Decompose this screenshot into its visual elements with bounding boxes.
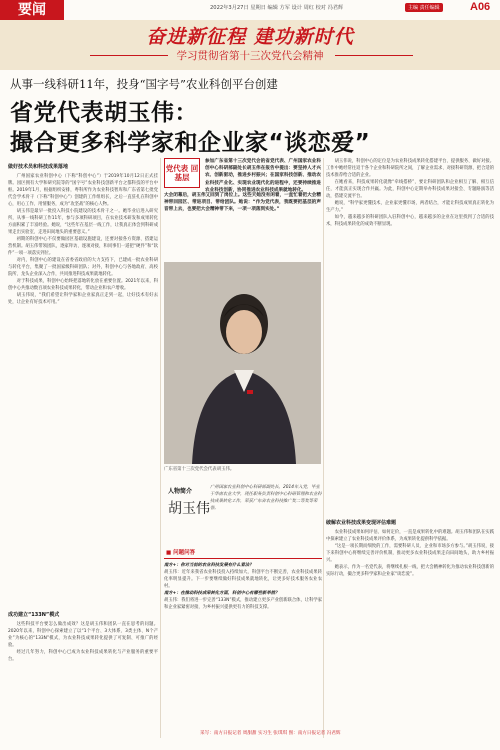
paragraph: 对于科技成果，科创中心始终把落地转化放在重要位置。2021年以来，科创中心共推动数百项农业科技成果转化，带动企业和农户增收。	[8, 279, 158, 291]
banner-slogan: 奋进新征程 建功新时代	[146, 26, 354, 48]
section-tag: 要闻	[0, 0, 64, 20]
page-code: A06	[470, 1, 491, 13]
column-right	[326, 158, 494, 228]
qa-rule	[164, 558, 322, 559]
portrait-photo	[164, 262, 321, 464]
headline-line2: 撮合更多科学家和企业家“谈恋爱”	[10, 130, 371, 156]
qa-answer: 胡玉伟：近年来我省农业科技投入持续加大，科创平台不断完善，农业科技成果转化率明显提升。下一步要继续做好科技成果就地转化，让更多好技术服务农业农村。	[164, 570, 322, 589]
paragraph: 对内，科创中心的建设在省委省政府的大力支持下，已建成一批农业科研与转化平台，集聚了一批国家级科研团队；对外，科创中心与各地政府、高校院所、龙头企业深入合作，共同推进科技成果就地转化。	[8, 258, 158, 277]
paragraph: 农业科技成果如何评估、如何定价，一直是成果转化中的难题。胡玉伟和团队在实践中探索建立了农业科技成果评价体系，为成果转化提供科学依据。	[326, 530, 494, 542]
paragraph: 在她看来，科技成果转化就像“牵线搭桥”，要让科研团队和企业相互了解、相互信任，才能真正实现合作共赢。为此，科创中心定期举办科技成果对接会、专题路演等活动，搭建交流平台。	[326, 180, 494, 199]
editor-tag: 主编 责任编辑	[405, 3, 443, 12]
section-heading: 做好技术员和科技成果落地	[8, 164, 69, 170]
qa-answer: 胡玉伟：我们将进一步完善“133N”模式，推动建立更多产业创新联合体，让科学家和企业家紧密对接，为乡村振兴提供更有力的科技支撑。	[164, 598, 322, 610]
article-kicker: 从事一线科研11年，投身“国字号”农业科创平台创建	[10, 77, 278, 91]
headline-line1: 省党代表胡玉伟：	[10, 100, 198, 126]
paragraph: 如今，越来越多的科研团队入驻科创中心，越来越多的企业在这里找到了合适的技术，科技成果转化的成效不断显现。	[326, 215, 494, 227]
paragraph: 初期的科创中心不仅要做园区基础设施建设，还要对接各方资源、搭建运营机制。胡玉伟带领团队，逐家拜访、逐项对接，和同事们一道把“硬件”和“软件”一项一项落实到位。	[8, 237, 158, 256]
dateline: 2022年3月27日 星期日 编辑 方军 设计 周红 校对 冯君辉	[210, 5, 344, 11]
paragraph: 胡玉伟是最早一批投入科技小院建设的技术骨干之一。她毕业后进入研究所，从事一线科研工作11年，参与多项科研项目，在农业技术研发和成果转化方面积累了丰富经验。她说，“这些年在基层一线工作，让我真正体会到科研成果走出实验室、走进田间地头的重要意义。”	[8, 209, 158, 235]
qa-section	[164, 562, 322, 611]
banner-subslogan: 学习贯彻省第十三次党代会精神	[176, 50, 324, 62]
profile-title: 人物简介	[168, 488, 193, 495]
qa-question: 南方+：在推动科技成果转化方面，科创中心有哪些新举措？	[164, 591, 280, 596]
paragraph: “这是一项长期而细致的工作，需要科研人员、企业和市场多方参与。”胡玉伟说，接下来科创中心将继续完善评价机制，推动更多农业科技成果走向田间地头，助力乡村振兴。	[326, 544, 494, 563]
masthead	[0, 0, 500, 20]
qa-question: 南方+：你对当前的农业科技发展有什么看法？	[164, 563, 254, 568]
qa-item	[164, 562, 322, 590]
article-intro: 参加广东省第十三次党代会的省党代表、广州国家农业科创中心科研部副处长胡玉伟在报告中提出：要坚持人才兴农、创新驱动，推进乡村振兴；在国家科技创新、推动农业科技产业化、实现农业现代化的进程中，还要持续推进农业科技创新，协同推进农业科技成果就地转化。	[205, 159, 321, 193]
profile-description: 广州国家农业科创中心科研部副处长，2014年入党，毕业于华南农业大学，现任职务负责科创中心科研管理和农业科技成果转化工作，荣获广东省农业科技推广奖二等奖等荣誉。	[210, 485, 322, 511]
profile-name: 胡玉伟	[168, 501, 210, 517]
paragraph: 她表示，作为一名党代表，将继续扎根一线，把大会精神转化为推动农业科技创新的实际行动，撮合更多科学家和企业家“谈恋爱”。	[326, 565, 494, 577]
paragraph: 经过几年努力，科创中心已成为农业科技成果转化与产业服务的重要平台。	[8, 650, 158, 662]
column-divider	[160, 158, 161, 738]
paragraph: 这些科技平台要怎么做出成效？这是胡玉伟和团队一直在思考的问题。2020年以来，科创中心探索建立了以“1个平台、3大体系、3类主体、N个产业”为核心的“133N”模式，为农业科技成果转化提供了可复制、可推广的经验。	[8, 622, 158, 648]
column-left	[8, 162, 158, 306]
paragraph: 胡玉伟说，科创中心的定位是为农业科技成果转化搭建平台、提供服务、做好对接。工作中她经常往返于各个企业和科研院所之间，了解企业需求、对接科研资源，把合适的技术推荐给合适的企业。	[326, 159, 494, 178]
column-divider	[323, 158, 324, 738]
article-credits: 采写：南方日报记者 周甜甜 实习生 张琪琪 图：南方日报记者 冯君辉	[200, 731, 341, 736]
qa-section-title: ■ 问题问答	[166, 550, 196, 556]
column-right-lower	[326, 518, 494, 578]
paragraph: 她说，“科学家更懂技术，企业家更懂市场，两者结合，才能让科技成果真正转化为生产力。”	[326, 201, 494, 213]
paragraph: 胡玉伟说，“我们希望让科学家和企业家真正走到一起，让好技术有好去处，让企业有好技术可用。”	[8, 293, 158, 305]
article-intro-continued: 大会闭幕后，胡玉伟又回到了岗位上。这些天她没有闲着，一直忙着把大会精神带回园区、带进项目、带给团队。她说：“作为党代表，我既要把基层的声音带上去，也要把大会精神带下来，一项一项落到实处。”	[164, 193, 321, 213]
column-left-lower	[8, 610, 158, 663]
section-heading: 成功建立“133N”模式	[8, 612, 60, 618]
party-rep-badge: 党代表 回基层	[164, 158, 200, 188]
banner-rule-right	[335, 55, 413, 56]
photo-caption: 广东省第十三次党代会代表胡玉伟。	[164, 467, 235, 472]
qa-item	[164, 590, 322, 611]
section-heading: 破解农业科技成果变现评估难题	[326, 520, 397, 526]
paragraph: 广州国家农业科创中心（下称“科创中心”）于2019年10月12日正式挂牌。园区拥有大学和研究院等的“国字号”农业科技创新平台之都科技的平台中枢。2019年1月，根据组织安排，粤科所作为农业科技智库和广东省第七批党代会学术骨干（下称“科创中心”）创建的工作组组长，之后一直驻扎在科创中心，用心工作、用情服务，成为“攻坚战”的核心人物。	[8, 174, 158, 207]
